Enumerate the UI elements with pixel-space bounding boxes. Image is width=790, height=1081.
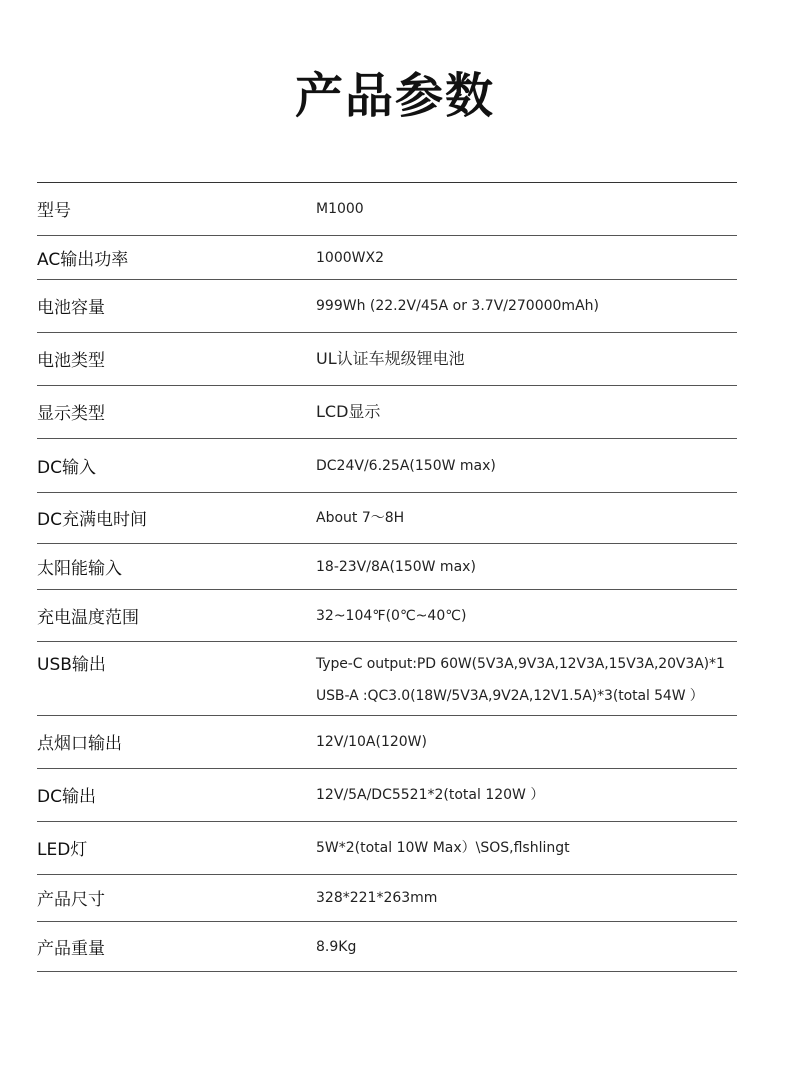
spec-value: 1000WX2: [316, 249, 384, 266]
spec-value: 32~104℉(0℃~40℃): [316, 607, 467, 624]
spec-label: AC输出功率: [37, 249, 129, 270]
spec-row-display-type: [37, 386, 737, 439]
spec-label: DC输出: [37, 787, 96, 807]
spec-value: [316, 642, 737, 712]
spec-value: DC24V/6.25A(150W max): [316, 457, 496, 474]
spec-label: USB输出: [37, 655, 106, 675]
spec-row-solar-input: [37, 544, 737, 590]
spec-label: 充电温度范围: [37, 607, 139, 628]
spec-label: 太阳能输入: [37, 558, 122, 579]
spec-table: [37, 182, 737, 972]
spec-label: 产品尺寸: [37, 890, 105, 910]
spec-label: LED灯: [37, 840, 88, 860]
spec-label: DC充满电时间: [37, 510, 147, 530]
spec-value: 5W*2(total 10W Max）\SOS,flshlingt: [316, 840, 570, 856]
spec-value: UL认证车规级锂电池: [316, 349, 465, 368]
spec-row-dimensions: [37, 875, 737, 922]
spec-row-cigarette-output: [37, 716, 737, 769]
spec-value: M1000: [316, 201, 364, 217]
spec-value-line: USB-A :QC3.0(18W/5V3A,9V2A,12V1.5A)*3(total 54W ）: [316, 688, 704, 704]
spec-label: 型号: [37, 201, 71, 221]
page-title: 产品参数: [294, 68, 495, 124]
spec-value: About 7～8H: [316, 510, 405, 526]
spec-label: 电池容量: [37, 298, 105, 318]
spec-row-dc-input: [37, 439, 737, 493]
spec-value: 18-23V/8A(150W max): [316, 558, 476, 575]
spec-value-line: Type-C output:PD 60W(5V3A,9V3A,12V3A,15V3A,20V3A)*1: [316, 656, 725, 672]
spec-row-ac-output: [37, 236, 737, 280]
spec-value: 8.9Kg: [316, 938, 357, 955]
spec-label: 电池类型: [37, 351, 105, 371]
spec-label: 显示类型: [37, 404, 105, 424]
spec-row-led-light: [37, 822, 737, 875]
spec-row-dc-charge-time: [37, 493, 737, 544]
spec-value: 999Wh (22.2V/45A or 3.7V/270000mAh): [316, 298, 599, 314]
spec-label: 点烟口输出: [37, 734, 122, 754]
spec-row-battery-type: [37, 333, 737, 386]
spec-row-dc-output: [37, 769, 737, 822]
spec-row-weight: [37, 922, 737, 972]
spec-row-battery-capacity: [37, 280, 737, 333]
spec-value: 12V/5A/DC5521*2(total 120W ）: [316, 787, 545, 803]
spec-value: LCD显示: [316, 402, 381, 421]
spec-row-usb-output: [37, 642, 737, 716]
spec-value: 328*221*263mm: [316, 890, 438, 906]
spec-label: 产品重量: [37, 938, 105, 959]
spec-value: 12V/10A(120W): [316, 734, 427, 750]
spec-label: DC输入: [37, 457, 96, 478]
spec-row-charge-temperature: [37, 590, 737, 642]
spec-row-model: [37, 183, 737, 236]
